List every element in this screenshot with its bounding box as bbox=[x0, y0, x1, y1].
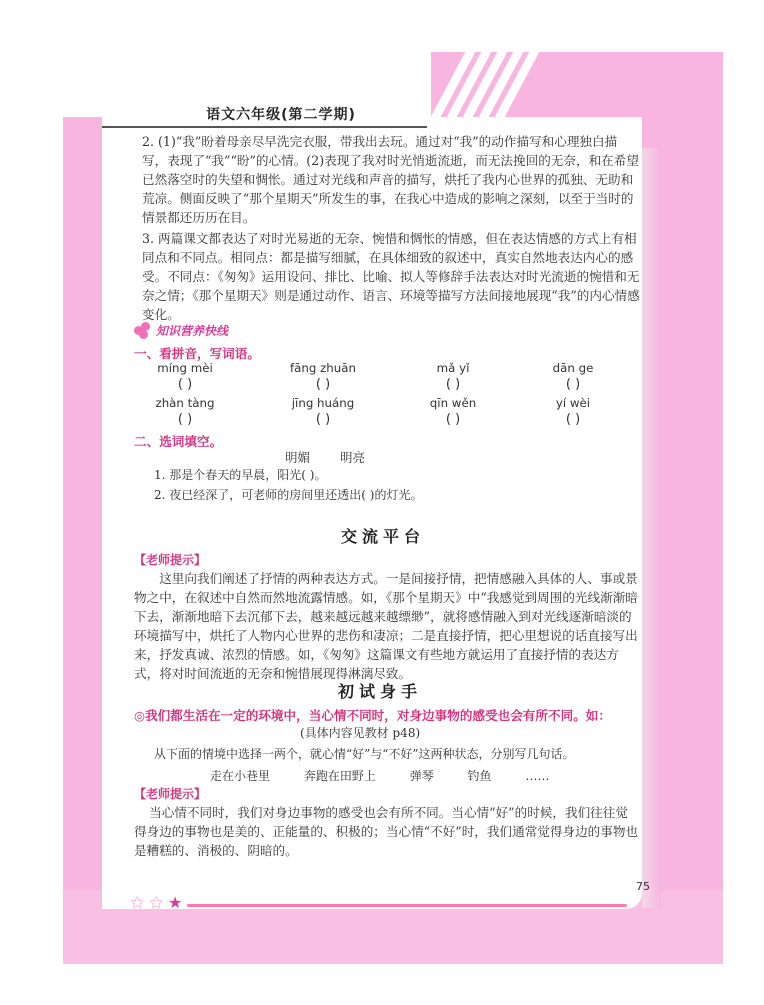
pinyin-item: míng mèi bbox=[157, 361, 213, 375]
answer-block bbox=[142, 229, 640, 324]
pinyin-item: mǎ yǐ bbox=[436, 361, 470, 375]
star-outline-icon: ★ bbox=[130, 893, 145, 912]
practice-tip-block bbox=[134, 803, 640, 860]
pinyin-item: yí wèi bbox=[555, 396, 591, 410]
teacher-tip-label: 【老师提示】 bbox=[134, 553, 207, 567]
practice-prompt: ◎我们都生活在一定的环境中，当心情不同时，对身边事物的感受也会有所不同。如： bbox=[134, 708, 611, 723]
scenario-item: 走在小巷里 bbox=[210, 769, 271, 783]
page-number: 75 bbox=[636, 880, 650, 893]
flower-icon bbox=[134, 322, 150, 338]
pinyin-item: zhàn tàng bbox=[155, 396, 215, 410]
practice-tip-paragraph: 当心情不同时，我们对身边事物的感受也会有所不同。当心情“好”的时候，我们往往觉得身边的事物也是美的、正能量的、积极的；当心情“不好”时，我们通常觉得身边的事物也是糟糕的、消极的、阴暗的。 bbox=[134, 805, 639, 858]
footer-divider bbox=[187, 904, 627, 907]
knowledge-badge bbox=[134, 319, 254, 341]
footer-stars bbox=[130, 895, 184, 911]
answer-paragraph-3: 3. 两篇课文都表达了对时光易逝的无奈、惋惜和惆怅的情感，但在表达情感的方式上有相同点和不同点。相同点：都是描写细腻，在具体细致的叙述中，真实自然地表达内心的感受。不同点：《匆匆》运用设问、排比、比喻、拟人等修辞手法表达对时光流逝的惋惜和无奈之情；《那个星期天》则是通过动作、语言、环境等描写方法间接地展现“我”的内心情感变化。 bbox=[142, 231, 640, 322]
header-underline bbox=[102, 126, 427, 128]
fill-question-2: 2. 夜已经深了，可老师的房间里还透出( )的灯光。 bbox=[154, 488, 423, 502]
scenario-list bbox=[210, 767, 579, 784]
scenario-item: 弹琴 bbox=[409, 769, 434, 783]
fill-question-1: 1. 那是个春天的早晨，阳光( )。 bbox=[154, 468, 327, 482]
answer-blank: ( ) bbox=[565, 377, 581, 392]
answer-blank: ( ) bbox=[177, 377, 193, 392]
knowledge-badge-label: 知识营养快线 bbox=[156, 323, 229, 338]
pinyin-item: fāng zhuān bbox=[290, 361, 356, 375]
page-header-title: 语文六年级(第二学期) bbox=[206, 107, 356, 123]
star-filled-icon: ★ bbox=[168, 893, 183, 912]
practice-instruction: 从下面的情境中选择一两个，就心情“好”与“不好”这两种状态，分别写几句话。 bbox=[154, 747, 575, 761]
exchange-paragraph: 这里向我们阐述了抒情的两种表达方式。一是间接抒情，把情感融入具体的人、事或景物之中，在叙述中自然而然地流露情感。如，《那个星期天》中“我感觉到周围的光线渐渐暗下去，渐渐地暗下去沉郁下去，越来越远越来越缥缈”，就将感情融入到对光线逐渐暗淡的环境描写中，烘托了人物内心世界的悲伤和凄凉；二是直接抒情，把心里想说的话直接写出来，抒发真诚、浓烈的情感。如，《匆匆》这篇课文有些地方就运用了直接抒情的表达方式，将对时间流逝的无奈和惋惜展现得淋漓尽致。 bbox=[134, 571, 638, 681]
answer-block bbox=[142, 132, 640, 227]
word-choice: 明亮 bbox=[340, 450, 366, 465]
word-choices bbox=[285, 448, 391, 466]
answer-blank: ( ) bbox=[177, 412, 193, 427]
exchange-platform-title: 交流平台 bbox=[340, 527, 425, 546]
answer-blank: ( ) bbox=[445, 412, 461, 427]
word-choice-heading: 二、选词填空。 bbox=[134, 434, 223, 449]
practice-title: 初试身手 bbox=[337, 682, 422, 701]
answer-blank: ( ) bbox=[565, 412, 581, 427]
scenario-item: …… bbox=[525, 769, 550, 783]
exchange-text-block bbox=[134, 569, 640, 683]
pinyin-item: dān ge bbox=[552, 361, 594, 375]
answer-blank: ( ) bbox=[315, 377, 331, 392]
pinyin-item: qīn wěn bbox=[429, 396, 477, 410]
teacher-tip-label: 【老师提示】 bbox=[134, 787, 207, 801]
scenario-item: 钓鱼 bbox=[467, 769, 492, 783]
answer-blank: ( ) bbox=[445, 377, 461, 392]
pinyin-section-heading: 一、看拼音，写词语。 bbox=[134, 346, 260, 361]
answer-blank: ( ) bbox=[315, 412, 331, 427]
textbook-reference: (具体内容见教材 p48) bbox=[300, 726, 421, 740]
pinyin-item: jīng huáng bbox=[291, 396, 355, 410]
answer-paragraph-2: 2. (1)“我”盼着母亲尽早洗完衣服，带我出去玩。通过对“我”的动作描写和心理独白描写，表现了“我”“盼”的心情。(2)表现了我对时光悄逝流逝，而无法挽回的无奈，和在希望已然落空时的失望和惆怅。通过对光线和声音的描写，烘托了我内心世界的孤独、无助和荒凉。侧面反映了“那个星期天”所发生的事，在我心中造成的影响之深刻，以至于当时的情景都还历历在目。 bbox=[142, 134, 639, 225]
word-choice: 明媚 bbox=[285, 450, 311, 465]
star-outline-icon: ★ bbox=[149, 893, 164, 912]
scenario-item: 奔跑在田野上 bbox=[303, 769, 376, 783]
page-shadow bbox=[642, 148, 661, 908]
